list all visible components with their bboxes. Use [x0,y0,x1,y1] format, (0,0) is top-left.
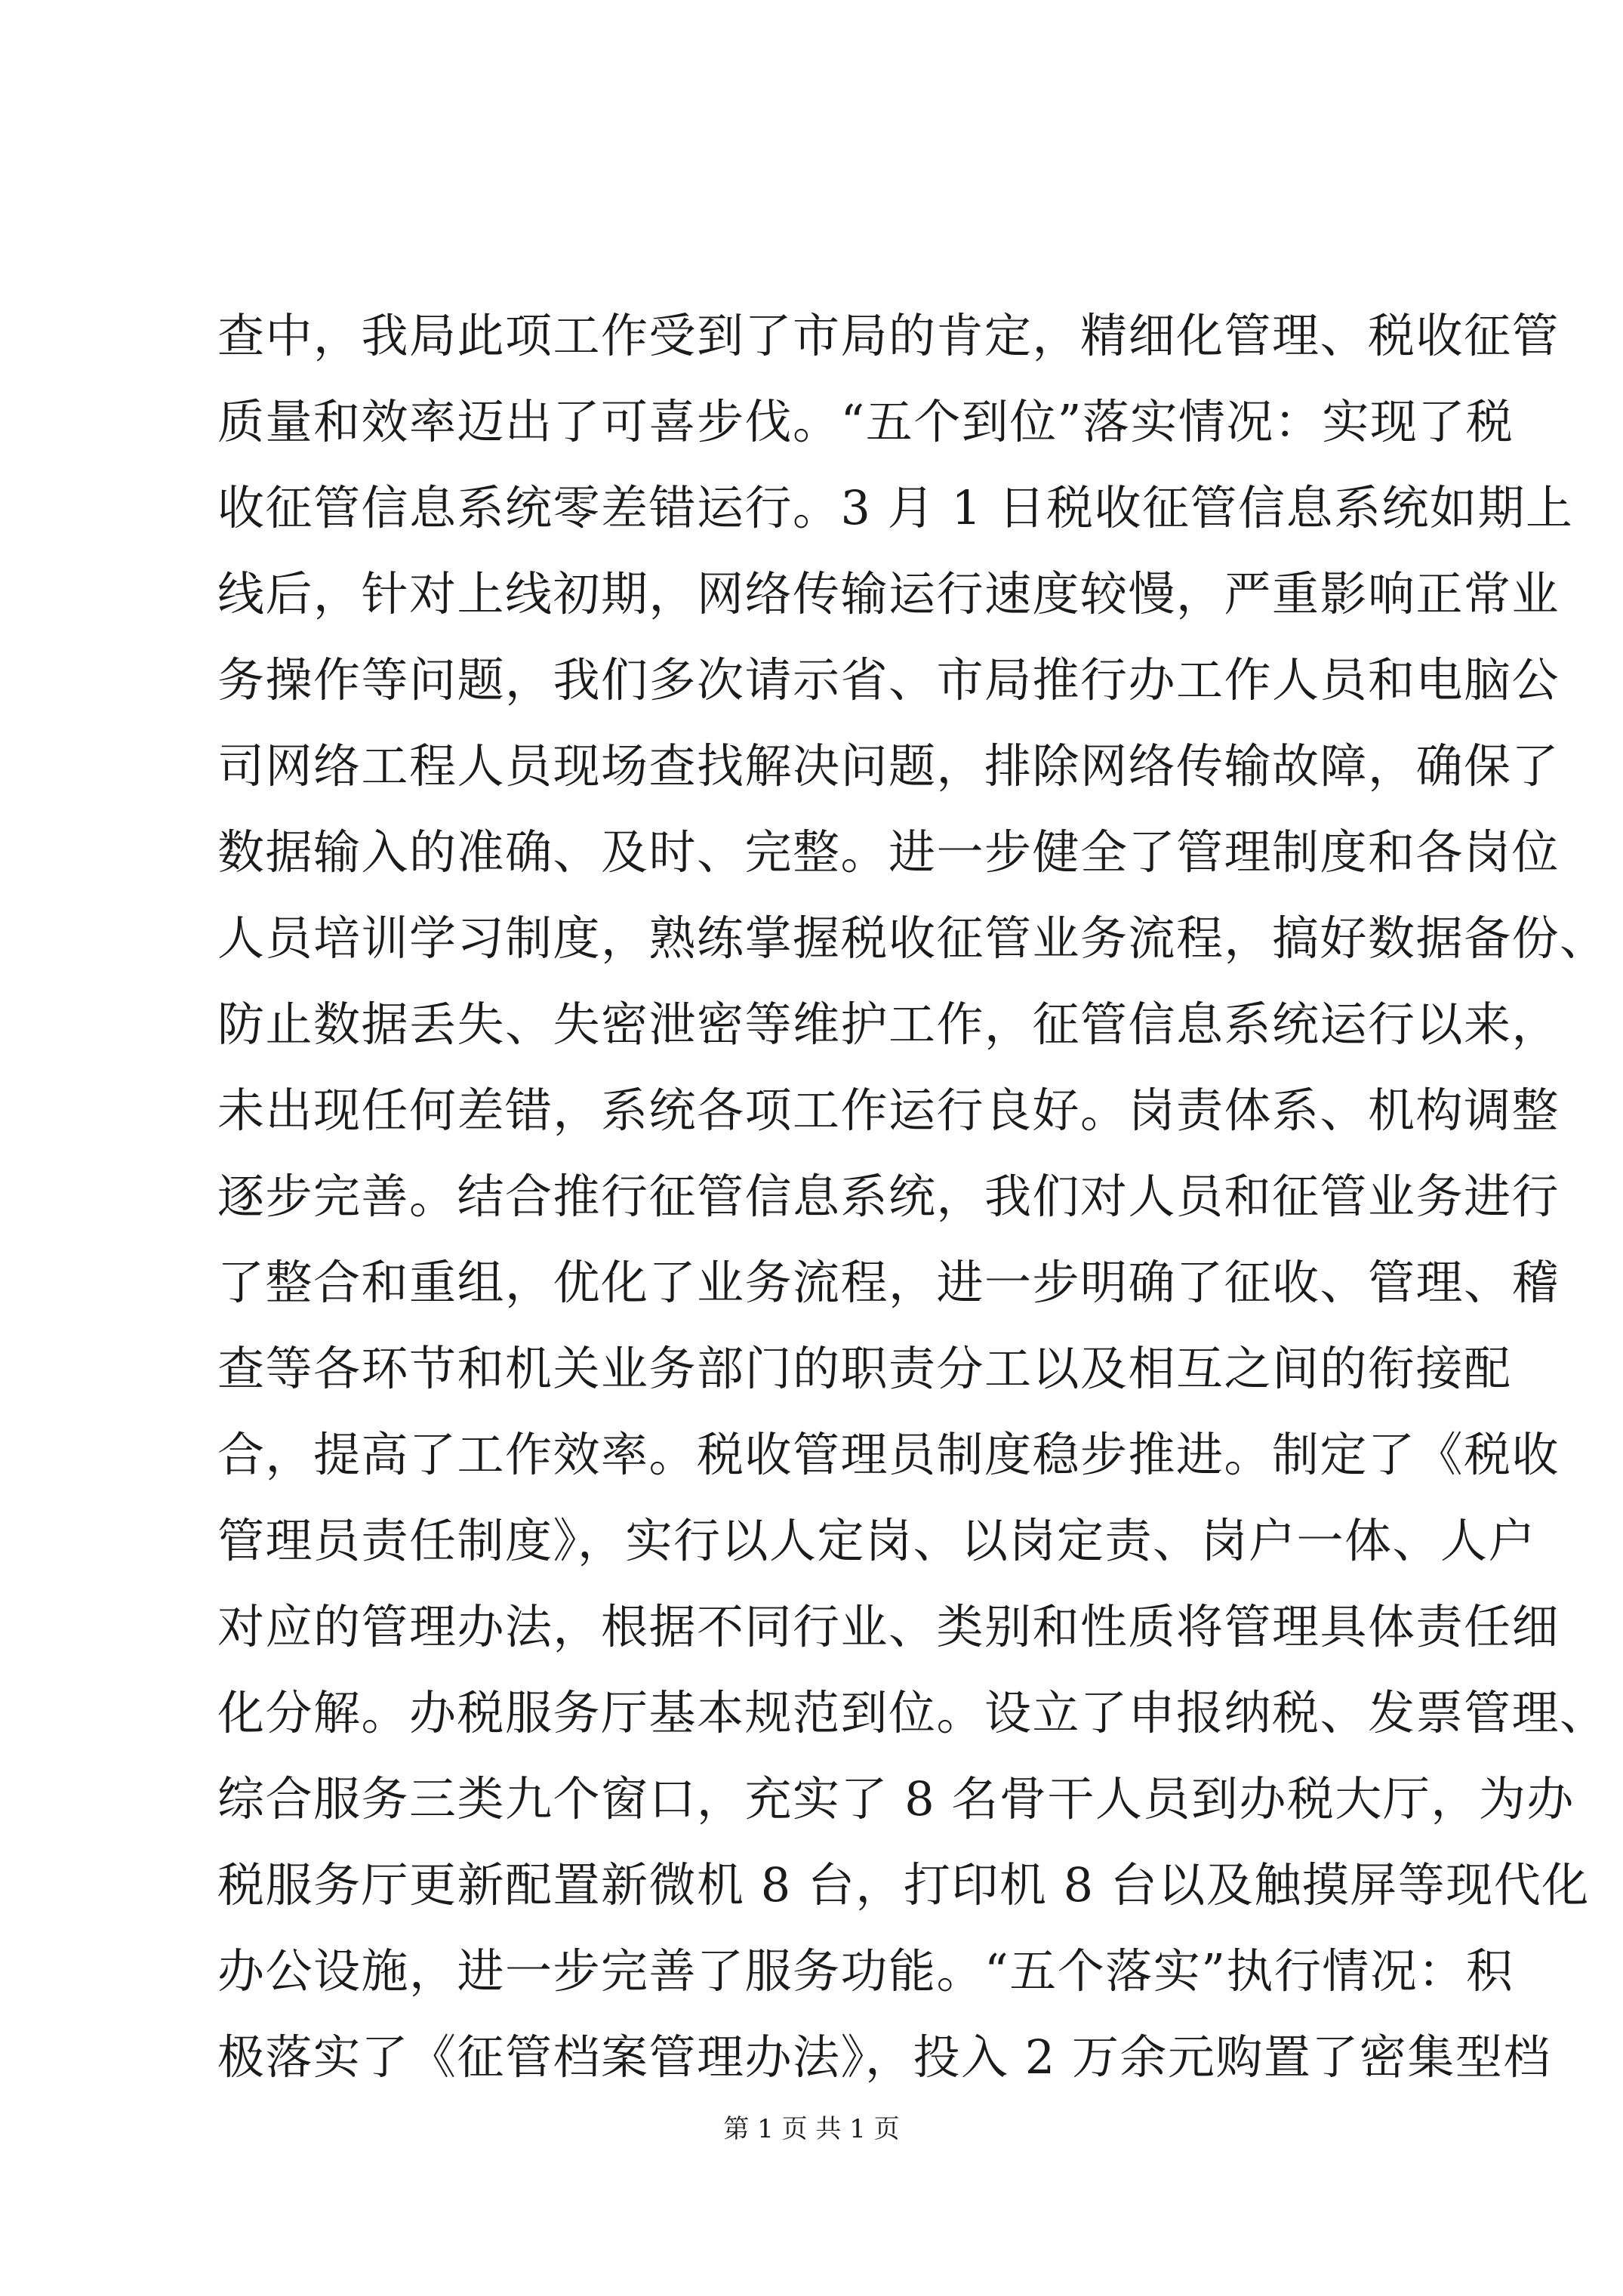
text-line: 综合服务三类九个窗口，充实了 8 名骨干人员到办税大厅，为办 [217,1771,1575,1826]
text-line: 管理员责任制度》，实行以人定岗、以岗定责、岗户一体、人户 [217,1513,1537,1568]
body-text [217,293,1608,2100]
text-line: 线后，针对上线初期，网络传输运行速度较慢，严重影响正常业 [217,566,1560,621]
text-line: 办公设施，进一步完善了服务功能。“五个落实”执行情况：积 [217,1943,1514,1999]
text-line: 合，提高了工作效率。税收管理员制度稳步推进。制定了《税收 [217,1427,1560,1482]
text-line: 化分解。办税服务厅基本规范到位。设立了申报纳税、发票管理、 [217,1685,1608,1740]
text-line: 税服务厅更新配置新微机 8 台，打印机 8 台以及触摸屏等现代化 [217,1857,1590,1912]
text-line: 对应的管理办法，根据不同行业、类别和性质将管理具体责任细 [217,1599,1560,1654]
text-line: 查中，我局此项工作受到了市局的肯定，精细化管理、税收征管 [217,308,1560,363]
text-line: 了整合和重组，优化了业务流程，进一步明确了征收、管理、稽 [217,1255,1560,1310]
page-footer [0,2110,1623,2148]
text-line: 司网络工程人员现场查找解决问题，排除网络传输故障，确保了 [217,738,1560,794]
text-line: 未出现任何差错，系统各项工作运行良好。岗责体系、机构调整 [217,1083,1560,1138]
text-line: 数据输入的准确、及时、完整。进一步健全了管理制度和各岗位 [217,824,1560,880]
text-line: 防止数据丢失、失密泄密等维护工作，征管信息系统运行以来， [217,997,1560,1052]
text-line: 质量和效率迈出了可喜步伐。“五个到位”落实情况：实现了税 [217,394,1514,449]
text-line: 人员培训学习制度，熟练掌握税收征管业务流程，搞好数据备份、 [217,911,1608,966]
page-number-label: 第 1 页 共 1 页 [723,2114,900,2144]
text-line: 极落实了《征管档案管理办法》，投入 2 万余元购置了密集型档 [217,2029,1551,2085]
text-line: 查等各环节和机关业务部门的职责分工以及相互之间的衔接配 [217,1341,1512,1396]
text-line: 收征管信息系统零差错运行。3 月 1 日税收征管信息系统如期上 [217,480,1574,535]
text-line: 务操作等问题，我们多次请示省、市局推行办工作人员和电脑公 [217,652,1560,707]
text-line: 逐步完善。结合推行征管信息系统，我们对人员和征管业务进行 [217,1169,1560,1224]
